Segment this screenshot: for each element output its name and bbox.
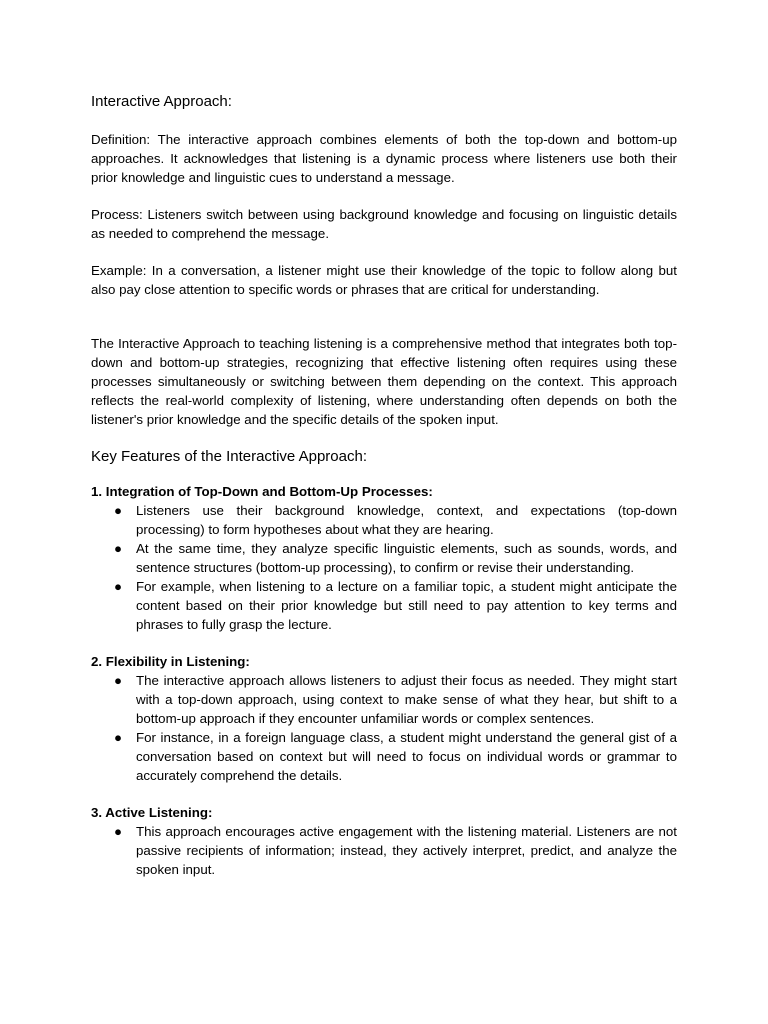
list-item xyxy=(91,728,677,785)
bullet-icon: ● xyxy=(114,673,123,688)
list-item xyxy=(91,671,677,728)
list-item-text: Listeners use their background knowledge, context, and expectations (top-down processing) to form hypotheses about what they are hearing. xyxy=(136,503,677,537)
section-active-listening xyxy=(91,803,677,879)
key-features-heading: Key Features of the Interactive Approach: xyxy=(91,448,367,465)
document-content xyxy=(91,92,677,897)
overview-paragraph: The Interactive Approach to teaching listening is a comprehensive method that integrates both top-down and bottom-up strategies, recognizing that effective listening often requires using these processes simultaneously or switching between them depending on the context. This approach reflects the real-world complexity of listening, where understanding often depends on both the listener's prior knowledge and the specific details of the spoken input. xyxy=(91,336,677,427)
bullet-list xyxy=(91,671,677,785)
bullet-icon: ● xyxy=(114,824,123,839)
bullet-list xyxy=(91,501,677,634)
page-title: Interactive Approach: xyxy=(91,93,232,110)
bullet-icon: ● xyxy=(114,730,123,745)
section-title: 3. Active Listening: xyxy=(91,805,213,820)
list-item-text: This approach encourages active engagement with the listening material. Listeners are not passive recipients of information; instead, they actively interpret, predict, and analyze the spoken input. xyxy=(136,824,677,877)
section-title: 1. Integration of Top-Down and Bottom-Up Processes: xyxy=(91,484,433,499)
bullet-icon: ● xyxy=(114,579,123,594)
process-paragraph: Process: Listeners switch between using background knowledge and focusing on linguistic details as needed to comprehend the message. xyxy=(91,207,677,241)
list-item xyxy=(91,822,677,879)
bullet-icon: ● xyxy=(114,541,123,556)
example-paragraph: Example: In a conversation, a listener might use their knowledge of the topic to follow along but also pay close attention to specific words or phrases that are critical for understanding. xyxy=(91,263,677,297)
section-title: 2. Flexibility in Listening: xyxy=(91,654,250,669)
list-item-text: The interactive approach allows listeners to adjust their focus as needed. They might start with a top-down approach, using context to make sense of what they hear, but shift to a bottom-up approach if they encounter unfamiliar words or complex sentences. xyxy=(136,673,677,726)
list-item xyxy=(91,539,677,577)
bullet-icon: ● xyxy=(114,503,123,518)
list-item xyxy=(91,577,677,634)
section-integration xyxy=(91,482,677,634)
bullet-list xyxy=(91,822,677,879)
list-item-text: For example, when listening to a lecture on a familiar topic, a student might anticipate the content based on their prior knowledge but still need to pay attention to key terms and phrases to fully grasp the lecture. xyxy=(136,579,677,632)
list-item-text: For instance, in a foreign language class, a student might understand the general gist of a conversation based on context but will need to focus on individual words or grammar to accurately comprehend the details. xyxy=(136,730,677,783)
list-item-text: At the same time, they analyze specific linguistic elements, such as sounds, words, and sentence structures (bottom-up processing), to confirm or revise their understanding. xyxy=(136,541,677,575)
list-item xyxy=(91,501,677,539)
section-flexibility xyxy=(91,652,677,785)
definition-paragraph: Definition: The interactive approach combines elements of both the top-down and bottom-up approaches. It acknowledges that listening is a dynamic process where listeners use both their prior knowledge and linguistic cues to understand a message. xyxy=(91,132,677,185)
